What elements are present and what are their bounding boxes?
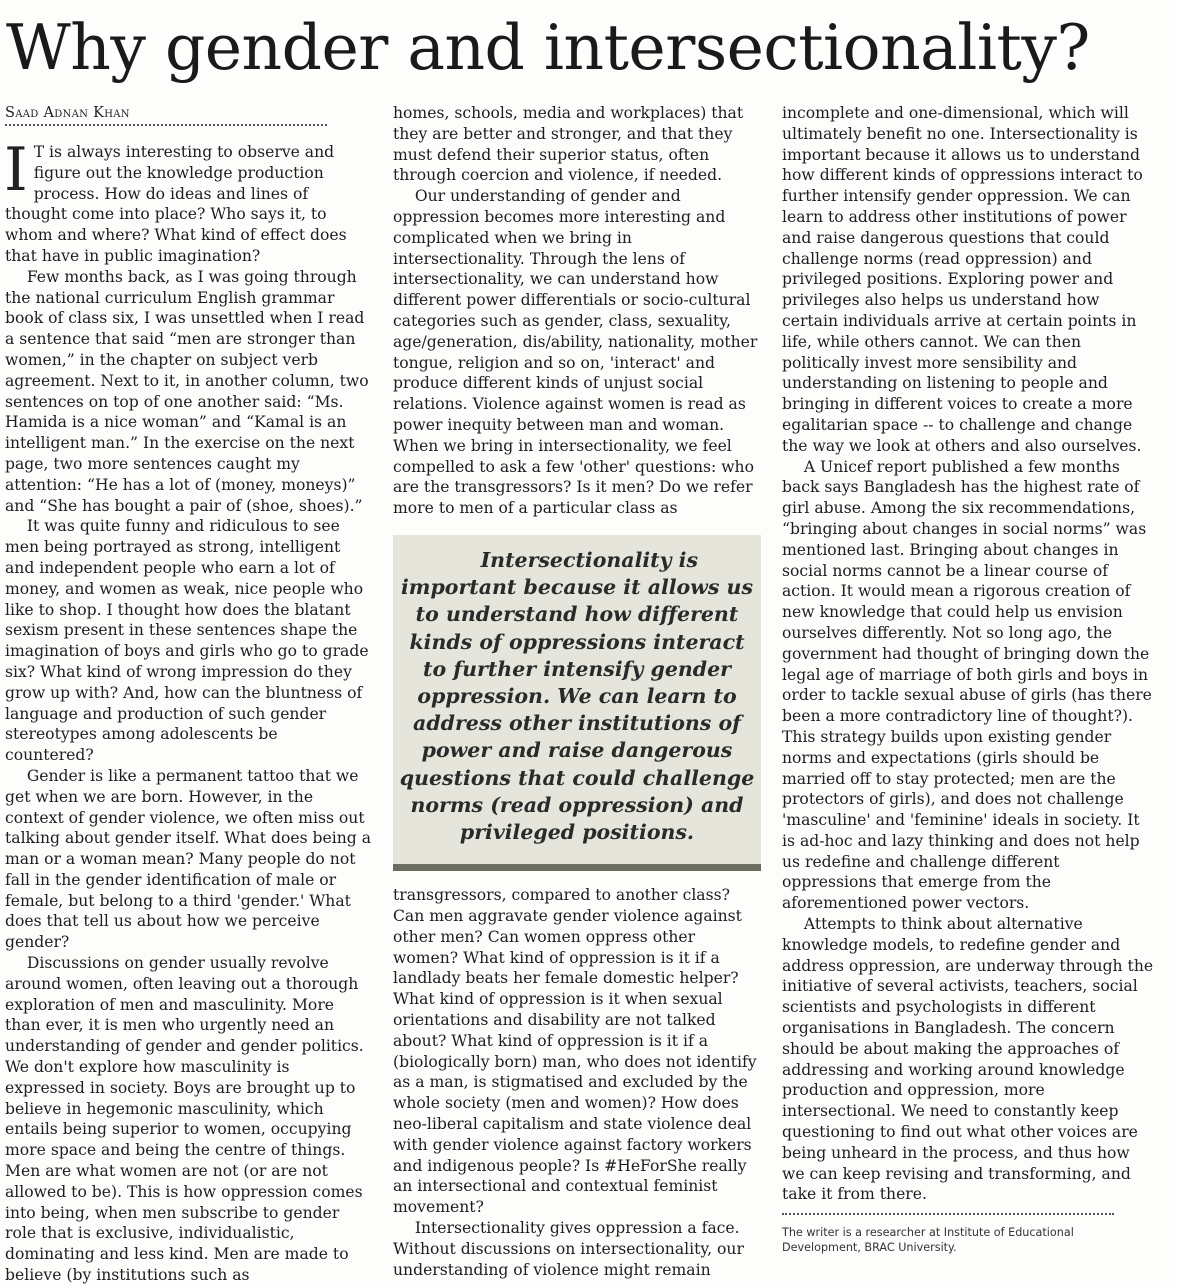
- paragraph: Gender is like a permanent tattoo that we get when we are born. However, in the context of gender violence, we often miss out talking about gender itself. What does being a man or a woman mean? Many people do not fall in the gender identification of male or female, but belong to a third 'gender.' What does that tell us about how we perceive gender?: [5, 766, 372, 952]
- byline: Saad Adnan Khan: [5, 105, 130, 121]
- paragraph: Discussions on gender usually revolve around women, often leaving out a thorough exploration of men and masculinity. More than ever, it is men who urgently need an understanding of gender and gender politics. We don't explore how masculinity is expressed in society. Boys are brought up to believe in hegemonic masculinity, which entails being superior to women, occupying more space and being the centre of things. Men are what women are not (or are not allowed to be). This is how oppression comes into being, when men subscribe to gender role that is exclusive, individualistic, dominating and less kind. Men are made to believe (by institutions such as: [5, 954, 364, 1285]
- pull-quote-text: Intersectionality is important because it allows us to understand how different kinds of oppressions interact to further intensify gender oppression. We can learn to address other institutions of power and raise dangerous questions that could challenge norms (read oppression) and privileged positions.: [399, 547, 755, 844]
- paragraph: It was quite funny and ridiculous to see men being portrayed as strong, intelligent and independent people who earn a lot of money, and women as weak, nice people who like to shop. I thought how does the blatant sexism present in these sentences shape the imagination of boys and girls who go to grade six? What kind of wrong impression do they grow up with? And, how can the bluntness of language and production of such gender stereotypes among adolescents be countered?: [5, 517, 369, 765]
- byline-divider: [5, 124, 327, 126]
- paragraph: [4, 135, 371, 267]
- paragraph: Our understanding of gender and oppression becomes more interesting and complicated when we bring in intersectionality. Through the lens of intersectionality, we can understand how different power differentials or socio-cultural categories such as gender, class, sexuality, age/generation, dis/ability, nationality, mother tongue, religion and so on, 'interact' and produce different kinds of unjust social relations. Violence against women is read as power inequity between man and woman. When we bring in intersectionality, we feel compelled to ask a few 'other' questions: who are the transgressors? Is it men? Do we refer more to men of a particular class as: [393, 187, 758, 518]
- paragraph: Intersectionality gives oppression a face. Without discussions on intersectionality, our understanding of violence might remain: [393, 1218, 744, 1279]
- paragraph: transgressors, compared to another class? Can men aggravate gender violence against other men? Can women oppress other women? What kind of oppression is it if a landlady beats her female domestic helper? What kind of oppression is it when sexual orientations and disability are not talked about? What kind of oppression is it if a (biologically born) man, who does not identify as a man, is stigmatised and excluded by the whole society (men and women)? How does neo-liberal capitalism and state violence deal with gender violence against factory workers and indigenous people? Is #HeForShe really an intersectional and contextual feminist movement?: [393, 886, 757, 1217]
- paragraph: Attempts to think about alternative knowledge models, to redefine gender and address oppression, are underway through the initiative of several activists, teachers, social scientists and psychologists in different organisations in Bangladesh. The concern should be about making the approaches of addressing and working around knowledge production and oppression, more intersectional. We need to constantly keep questioning to find out what other voices are being unheard in the process, and thus how we can keep revising and transforming, and take it from there.: [782, 915, 1154, 1204]
- paragraph: A Unicef report published a few months back says Bangladesh has the highest rate of girl abuse. Among the six recommendations, “bringing about changes in social norms” was mentioned last. Bringing about changes in social norms cannot be a linear course of action. It would mean a rigorous creation of new knowledge that could help us envision ourselves differently. Not so long ago, the government had thought of bringing down the legal age of marriage of both girls and boys in order to tackle sexual abuse of girls (has there been a more contradictory line of thought?). This strategy builds upon existing gender norms and expectations (girls should be married off to stay protected; men are the protectors of girls), and does not challenge 'masculine' and 'feminine' ideals in society. It is ad-hoc and lazy thinking and does not help us redefine and challenge different oppressions that emerge from the aforementioned power vectors.: [782, 457, 1152, 913]
- column-1: [5, 103, 371, 1286]
- paragraph: Few months back, as I was going through the national curriculum English grammar book of class six, I was unsettled when I read a sentence that said “men are stronger than women,” in the chapter on subject verb agreement. Next to it, in another column, two sentences on top of one another said: “Ms. Hamida is a nice woman” and “Kamal is an intelligent man.” In the exercise on the next page, two more sentences caught my attention: “He has a lot of (money, moneys)” and “She has bought a pair of (shoe, shoes).”: [5, 267, 369, 515]
- column-2: [393, 103, 759, 1280]
- author-credit: The writer is a researcher at Institute of Educational Development, BRAC University.: [782, 1226, 1074, 1255]
- paragraph: homes, schools, media and workplaces) that they are better and stronger, and that they must defend their superior status, often through coercion and violence, if needed.: [393, 104, 744, 185]
- drop-cap: I: [4, 135, 28, 205]
- paragraph-text: T is always interesting to observe and figure out the knowledge production process. How do ideas and lines of thought come into place? Who says it, to whom and where? What kind of effect does that have in public imagination?: [5, 143, 347, 265]
- column-3: [782, 103, 1154, 1255]
- headline: Why gender and intersectionality?: [6, 11, 1090, 84]
- pull-quote: [393, 535, 761, 871]
- paragraph: incomplete and one-dimensional, which will ultimately benefit no one. Intersectionality is important because it allows us to understand how different kinds of oppressions interact to further intensify gender oppression. We can learn to address other institutions of power and raise dangerous questions that could challenge norms (read oppression) and privileged positions. Exploring power and privileges also helps us understand how certain individuals arrive at certain points in life, while others cannot. We can then politically invest more sensibility and understanding on listening to people and bringing in different voices to create a more egalitarian space -- to challenge and change the way we look at others and also ourselves.: [782, 104, 1143, 455]
- end-divider: [782, 1213, 1114, 1215]
